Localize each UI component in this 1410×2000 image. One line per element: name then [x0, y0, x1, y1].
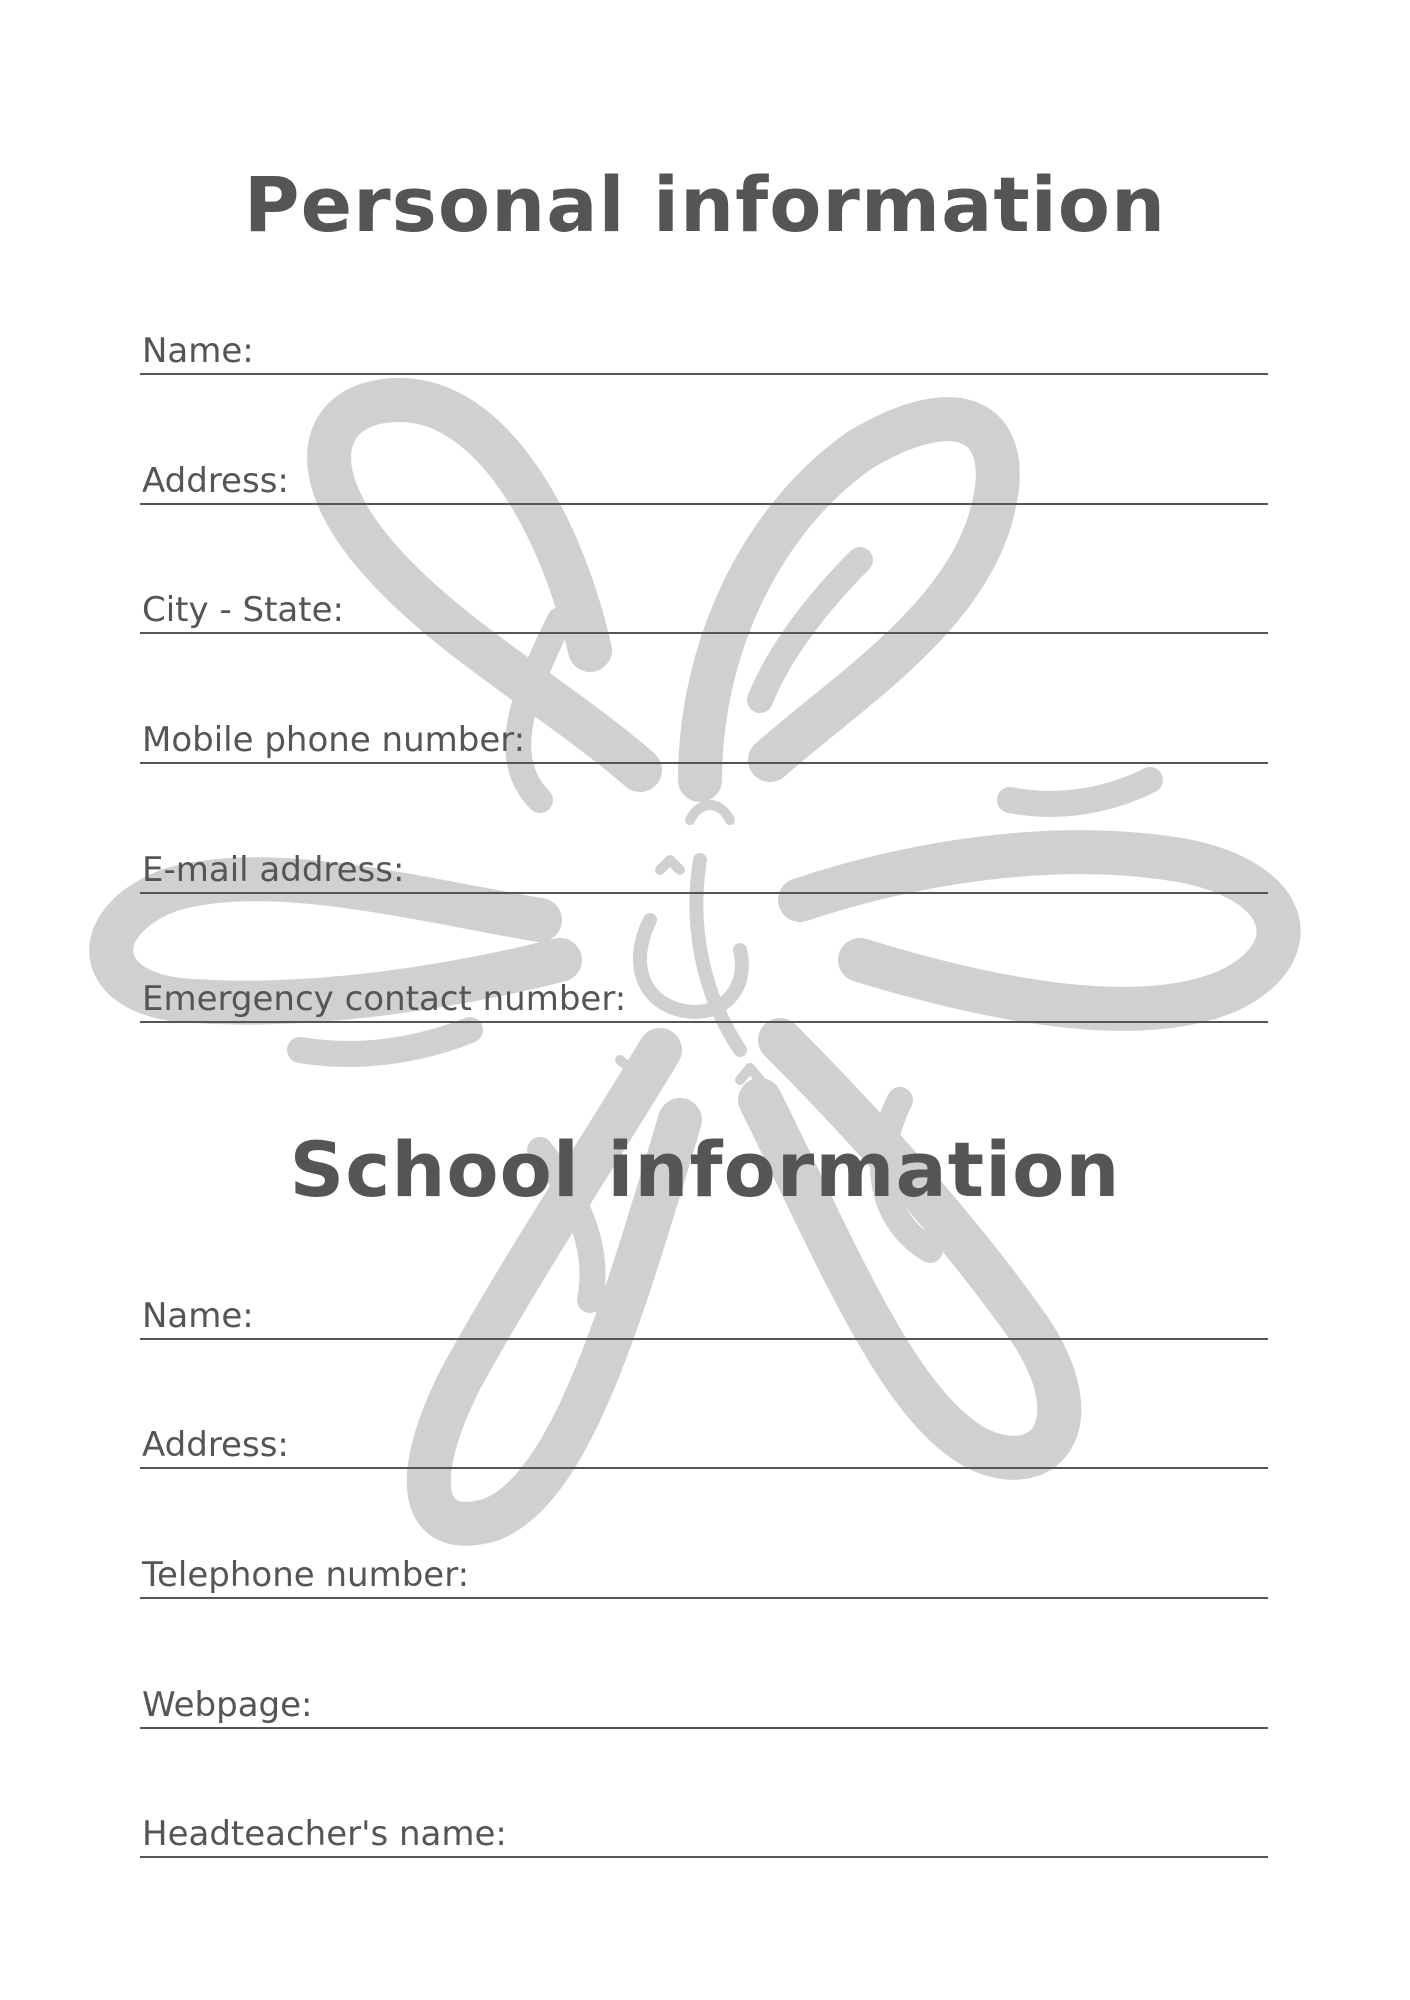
school-information-title: School information — [289, 1125, 1121, 1214]
city-state-field[interactable] — [140, 574, 1268, 634]
school-address-field[interactable] — [140, 1409, 1268, 1469]
emergency-contact-label: Emergency contact number: — [142, 979, 627, 1019]
headteacher-name-label: Headteacher's name: — [142, 1814, 507, 1854]
city-state-label: City - State: — [142, 590, 344, 630]
personal-information-title: Personal information — [243, 160, 1167, 249]
school-name-field[interactable] — [140, 1280, 1268, 1340]
personal-address-label: Address: — [142, 461, 289, 501]
personal-name-field[interactable] — [140, 315, 1268, 375]
mobile-phone-label: Mobile phone number: — [142, 720, 526, 760]
personal-address-field[interactable] — [140, 445, 1268, 505]
telephone-number-label: Telephone number: — [142, 1555, 470, 1595]
emergency-contact-field[interactable] — [140, 963, 1268, 1023]
telephone-number-field[interactable] — [140, 1539, 1268, 1599]
personal-name-label: Name: — [142, 331, 254, 371]
headteacher-name-field[interactable] — [140, 1798, 1268, 1858]
watermark-lobe-lower-right — [760, 1040, 1059, 1458]
webpage-label: Webpage: — [142, 1685, 313, 1725]
mobile-phone-field[interactable] — [140, 704, 1268, 764]
email-address-field[interactable] — [140, 834, 1268, 894]
school-address-label: Address: — [142, 1425, 289, 1465]
webpage-field[interactable] — [140, 1669, 1268, 1729]
school-name-label: Name: — [142, 1296, 254, 1336]
email-address-label: E-mail address: — [142, 850, 405, 890]
